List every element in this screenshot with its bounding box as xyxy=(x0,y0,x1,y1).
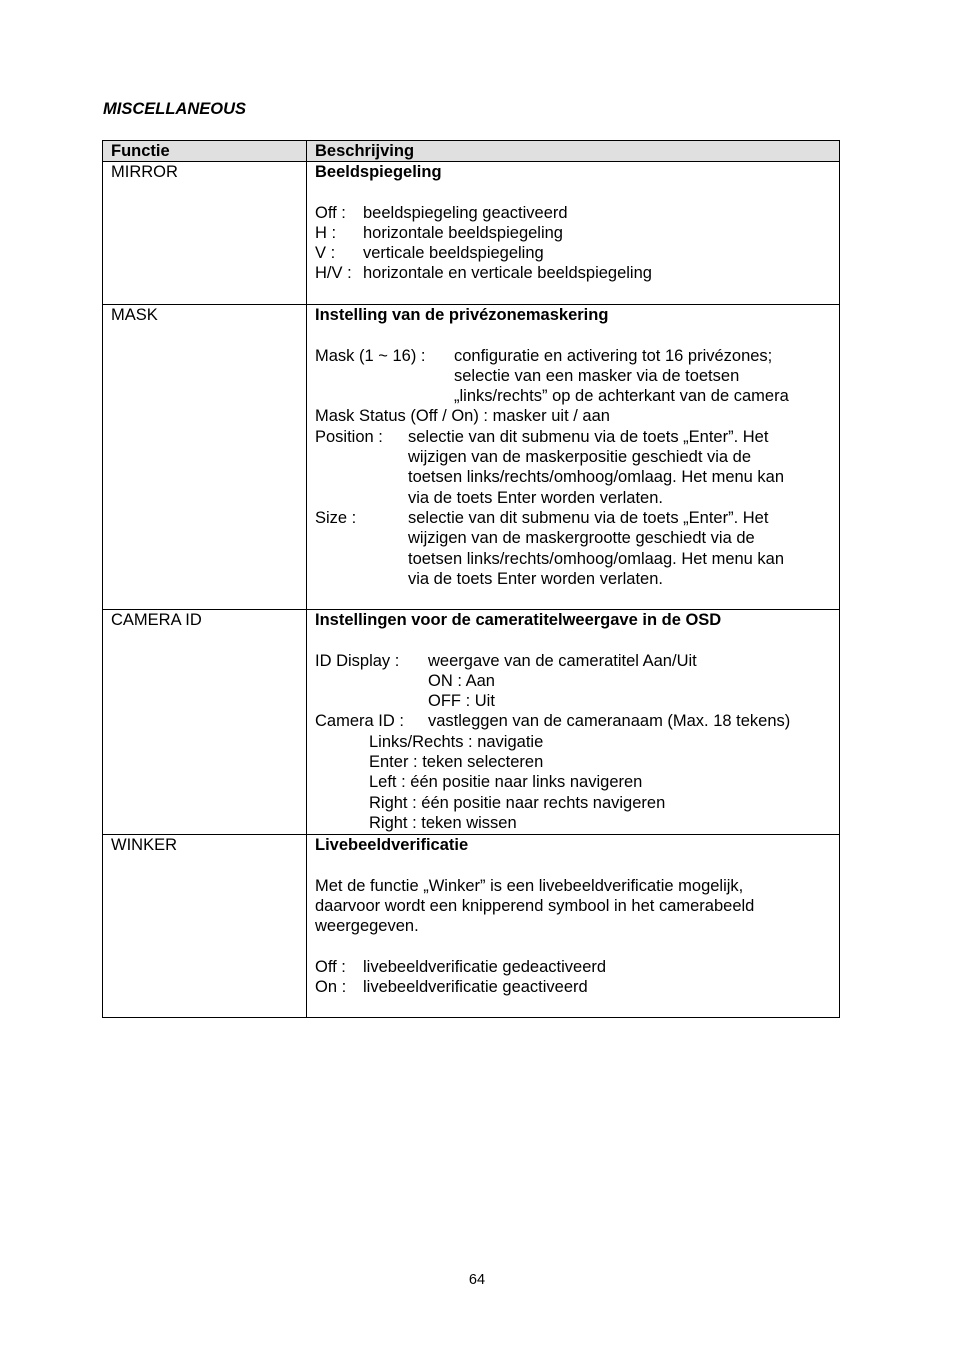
description-title: Instelling van de privézonemaskering xyxy=(315,306,609,324)
table-row-camera-id xyxy=(103,610,840,835)
option-row: Off : beeldspiegeling geactiveerd xyxy=(315,203,568,222)
function-name: MASK xyxy=(103,305,307,610)
function-description xyxy=(307,162,840,305)
function-description xyxy=(307,835,840,1018)
option-row: On : livebeeldverificatie geactiveerd xyxy=(315,978,588,997)
option-row: V : verticale beeldspiegeling xyxy=(315,244,544,263)
header-functie: Functie xyxy=(103,141,307,162)
option-row: Camera ID : vastleggen van de cameranaam (Max. 18 tekens) xyxy=(315,712,791,731)
mask-status-line: Mask Status (Off / On) : masker uit / aan xyxy=(315,407,610,426)
description-title: Beeldspiegeling xyxy=(315,163,442,181)
header-beschrijving: Beschrijving xyxy=(307,141,840,162)
function-name: CAMERA ID xyxy=(103,610,307,835)
table-row-winker xyxy=(103,835,840,1018)
option-row: Position : selectie van dit submenu via de toets „Enter”. Het wijzigen van de maskerpositie geschiedt via de toetsen links/rechts/omhoog/omlaag. Het menu kan via de toets Enter worden verlaten. xyxy=(315,427,785,507)
function-name: WINKER xyxy=(103,835,307,1018)
option-row: ID Display : weergave van de cameratitel Aan/Uit ON : Aan OFF : Uit xyxy=(315,651,697,711)
navigation-list: Links/Rechts : navigatie Enter : teken selecteren Left : één positie naar links navigeren Right : één positie naar rechts navigeren Right : teken wissen xyxy=(369,732,666,832)
option-row: Mask (1 ~ 16) : configuratie en activering tot 16 privézones; selectie van een masker via de toetsen „links/rechts” op de achterkant van de camera xyxy=(315,346,789,406)
table-row-mirror xyxy=(103,162,840,305)
page-number: 64 xyxy=(468,1272,486,1288)
description-title: Instellingen voor de cameratitelweergave in de OSD xyxy=(315,611,722,629)
option-row: Size : selectie van dit submenu via de toets „Enter”. Het wijzigen van de maskergrootte geschiedt via de toetsen links/rechts/omhoog/omlaag. Het menu kan via de toets Enter worden verlaten. xyxy=(315,508,785,588)
option-row: H/V : horizontale en verticale beeldspiegeling xyxy=(315,264,652,283)
paragraph-line: Met de functie „Winker” is een livebeeldverificatie mogelijk, xyxy=(315,876,744,895)
option-row: Off : livebeeldverificatie gedeactiveerd xyxy=(315,957,607,976)
function-description xyxy=(307,610,840,835)
function-table xyxy=(102,140,840,1018)
option-row: H : horizontale beeldspiegeling xyxy=(315,223,563,242)
table-header-row xyxy=(103,141,840,162)
function-description xyxy=(307,305,840,610)
table-row-mask xyxy=(103,305,840,610)
paragraph-line: weergegeven. xyxy=(315,917,419,936)
paragraph-line: daarvoor wordt een knipperend symbool in het camerabeeld xyxy=(315,896,755,915)
function-name: MIRROR xyxy=(103,162,307,305)
description-title: Livebeeldverificatie xyxy=(315,836,469,854)
section-title: MISCELLANEOUS xyxy=(103,100,247,118)
